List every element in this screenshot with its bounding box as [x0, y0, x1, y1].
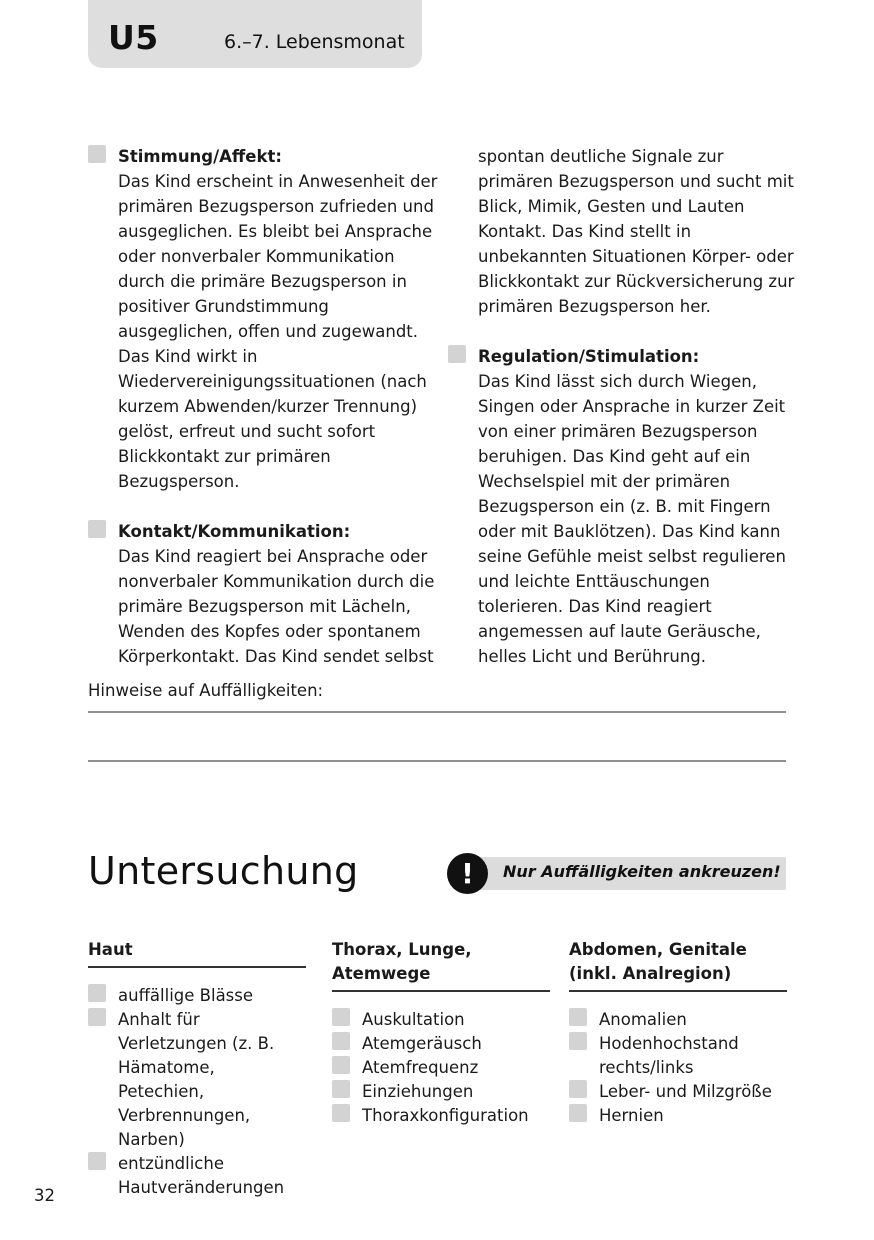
exam-item [332, 1104, 550, 1128]
exam-item [88, 984, 306, 1008]
exam-column-thorax [332, 938, 550, 1128]
writing-line[interactable] [88, 711, 786, 713]
exam-item [332, 1032, 550, 1056]
exam-item-label: Hernien [599, 1106, 664, 1125]
exam-item [332, 1008, 550, 1032]
exam-heading: Haut [88, 940, 133, 959]
kontakt-text-continued: spontan deutliche Signale zur primären Bezugsperson und sucht mit Blick, Mimik, Gesten und Lauten Kontakt. Das Kind stellt in unbekannten Situationen Körper- oder Blickkontakt zur Rückversicherung zur primären Bezugsperson her. [478, 147, 795, 316]
exam-item [569, 1080, 787, 1104]
exam-code: U5 [108, 18, 159, 57]
checkbox[interactable] [88, 984, 106, 1002]
assessment-item-kontakt [88, 519, 438, 669]
exam-item-label: Leber- und Milzgröße [599, 1082, 772, 1101]
item-text: Das Kind erscheint in Anwesenheit der primären Bezugsperson zufrieden und ausgeglichen. Es bleibt bei Ansprache oder nonverbaler Kommunikation durch die primäre Bezugsperson in positiver Grundstimmung ausgeglichen, offen und zugewandt. Das Kind wirkt in Wiedervereinigungssituationen (nach kurzem Abwenden/kurzer Trennung) gelöst, erfreut und sucht sofort Blickkontakt zur primären Bezugsperson. [118, 172, 438, 491]
item-title: Regulation/Stimulation: [478, 347, 700, 366]
assessment-item-regulation [448, 344, 798, 669]
heading-rule [332, 990, 550, 992]
exam-heading: Thorax, Lunge, Atemwege [332, 940, 472, 983]
item-title: Kontakt/Kommunikation: [118, 522, 351, 541]
exam-heading: Abdomen, Genitale (inkl. Analregion) [569, 940, 747, 983]
exam-item-label: Anomalien [599, 1010, 687, 1029]
exam-item [569, 1032, 787, 1080]
exam-item [88, 1008, 306, 1152]
exam-item-label: Hodenhochstand rechts/links [599, 1034, 739, 1077]
checkbox[interactable] [88, 145, 106, 163]
checkbox[interactable] [332, 1104, 350, 1122]
checkbox[interactable] [88, 520, 106, 538]
checkbox[interactable] [332, 1032, 350, 1050]
exam-item-label: Anhalt für Verletzungen (z. B. Hämatome, Petechien, Verbrennungen, Narben) [118, 1010, 275, 1149]
assessment-column-left [88, 144, 438, 669]
checkbox[interactable] [88, 1008, 106, 1026]
exam-list [569, 1008, 787, 1128]
page-number: 32 [34, 1186, 55, 1205]
exam-item-label: entzündliche Hautveränderungen [118, 1154, 285, 1197]
exam-list [332, 1008, 550, 1128]
exam-item [332, 1056, 550, 1080]
checkbox[interactable] [332, 1008, 350, 1026]
age-range-subtitle: 6.–7. Lebensmonat [224, 31, 405, 53]
exam-column-abdomen [569, 938, 787, 1128]
notice-text: Nur Auffälligkeiten ankreuzen! [503, 862, 781, 881]
checkbox[interactable] [569, 1104, 587, 1122]
checkbox[interactable] [332, 1056, 350, 1074]
exam-item [569, 1008, 787, 1032]
exam-column-haut [88, 938, 306, 1200]
item-text: Das Kind reagiert bei Ansprache oder nonverbaler Kommunikation durch die primäre Bezugsperson mit Lächeln, Wenden des Kopfes oder spontanem Körperkontakt. Das Kind sendet selbst [118, 547, 435, 666]
checkbox[interactable] [332, 1080, 350, 1098]
checkbox[interactable] [569, 1080, 587, 1098]
section-title: Untersuchung [88, 849, 359, 893]
exam-item [332, 1080, 550, 1104]
exam-item-label: auffällige Blässe [118, 986, 254, 1005]
exam-item-label: Auskultation [362, 1010, 465, 1029]
exam-item-label: Atemgeräusch [362, 1034, 482, 1053]
assessment-item-stimmung [88, 144, 438, 494]
checkbox[interactable] [88, 1152, 106, 1170]
checkbox[interactable] [448, 345, 466, 363]
heading-rule [88, 966, 306, 968]
item-title: Stimmung/Affekt: [118, 147, 282, 166]
item-text: Das Kind lässt sich durch Wiegen, Singen oder Ansprache in kurzer Zeit von einer primären Bezugsperson beruhigen. Das Kind geht auf ein Wechselspiel mit der primären Bezugsperson ein (z. B. mit Fingern oder mit Bauklötzen). Das Kind kann seine Gefühle meist selbst regulieren und leichte Enttäuschungen tolerieren. Das Kind reagiert angemessen auf laute Geräusche, helles Licht und Berührung. [478, 372, 786, 666]
checkbox[interactable] [569, 1008, 587, 1026]
exam-item-label: Einziehungen [362, 1082, 474, 1101]
exclamation-icon: ! [447, 853, 488, 894]
hinweise-label: Hinweise auf Auffälligkeiten: [88, 681, 324, 700]
exam-list [88, 984, 306, 1200]
exam-item [88, 1152, 306, 1200]
heading-rule [569, 990, 787, 992]
exam-item-label: Atemfrequenz [362, 1058, 479, 1077]
assessment-column-right [448, 144, 798, 669]
exam-item-label: Thoraxkonfiguration [362, 1106, 529, 1125]
exam-item [569, 1104, 787, 1128]
checkbox[interactable] [569, 1032, 587, 1050]
writing-line[interactable] [88, 760, 786, 762]
